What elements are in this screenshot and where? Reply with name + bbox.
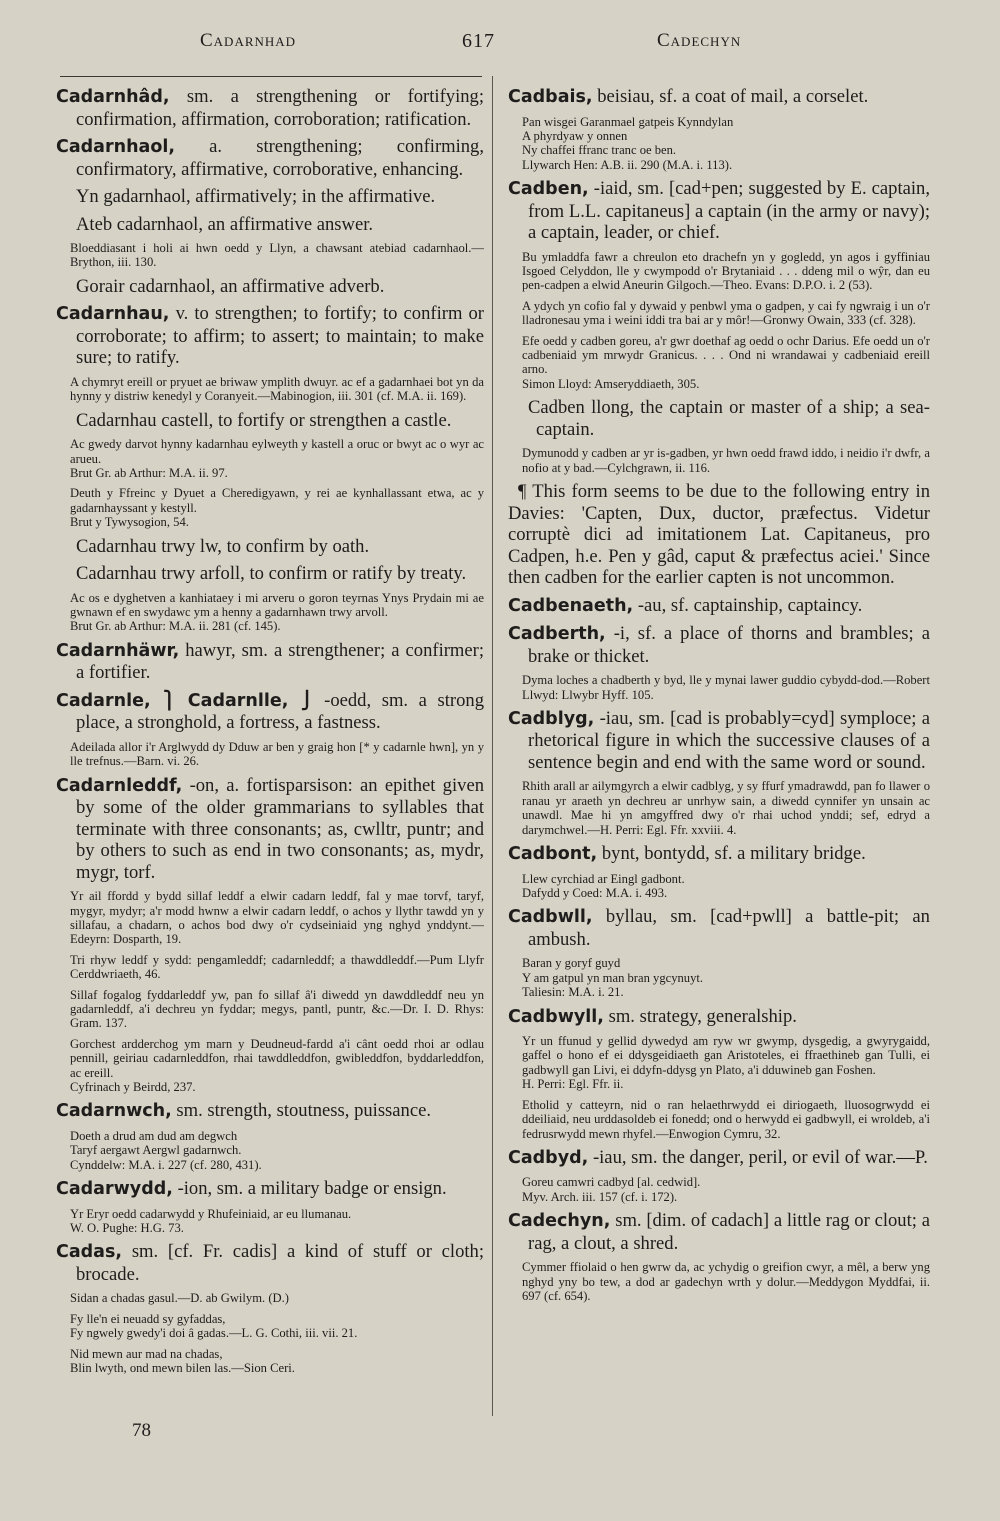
headword: Cadas,: [56, 1242, 123, 1263]
dictionary-entry: [508, 1147, 930, 1170]
usage-note: ¶ This form seems to be due to the following entry in Davies: 'Capten, Dux, ductor, præfectus. Videtur corruptè dici ad imitationem Lat. Capitaneus, pro Cadpen, h.e. Pen y gâd, caput & præfectus aciei.' Since then cadben for the earlier capten is not uncommon.: [508, 481, 930, 589]
running-head-left: Cadarnhad: [200, 30, 297, 51]
dictionary-entry: [56, 303, 484, 369]
headword: Cadarwydd,: [56, 1179, 173, 1200]
citation: Baran y goryf guyd Y am gatpul yn man bran ygcynuyt. Taliesin: M.A. i. 21.: [522, 956, 704, 1000]
citation: A ydych yn cofio fal y dywaid y penbwl yma o gadpen, y cai fy ngwraig i un o'r lladronesau yma i weini iddi tra bai ar y môr!—Gronwy Owain, 333 (cf. 328).: [522, 298, 930, 328]
signature-mark: 78: [132, 1420, 151, 1441]
definition: -au, sf. captainship, captaincy.: [637, 594, 863, 616]
definition: beisiau, sf. a coat of mail, a corselet.: [597, 86, 869, 107]
sub-entry: Cadarnhau trwy lw, to confirm by oath.: [76, 535, 370, 557]
citation: Etholid y catteyrn, nid o ran helaethrwydd ei diriogaeth, lluosogrwydd ei ddeiliaid, neu urddasoldeb ei fonedd; ond o herwydd ei gadbwyll, ei wroldeb, a'i fedrusrwydd mewn rhyfel.—Enwogion Cymru, 32.: [522, 1097, 930, 1141]
dictionary-entry: [508, 595, 930, 618]
header-rule: [60, 76, 482, 77]
definition: v. to strengthen; to fortify; to confirm or corroborate; to affirm; to assert; to maintain; to make sure; to ratify.: [76, 303, 484, 369]
citation: Bloeddiasant i holi ai hwn oedd y Llyn, a chawsant atebiad cadarnhaol.—Brython, iii. 130.: [70, 241, 484, 270]
citation: Dyma loches a chadberth y byd, lle y mynai lawer guddio cybydd-dod.—Robert Llwyd: Llwybr Hyff. 105.: [522, 673, 930, 702]
citation: Bu ymladdfa fawr a chreulon eto drachefn yn y gogledd, yn agos i gyffiniau Isgoed Celyddon, lle y cwympodd o'r Brytaniaid . . . ddeng mil o wŷr, dan eu pen-cadpen a elwid Aneurin Gilgoch.—Theo. Evans: D.P.O. i. 2 (53).: [522, 249, 930, 293]
sub-entry: Cadarnhau castell, to fortify or strengthen a castle.: [76, 409, 452, 431]
headword: Cadarnhâd,: [56, 87, 170, 107]
citation: Adeilada allor i'r Arglwydd dy Dduw ar ben y graig hon [* y cadarnle hwn], yn y lle trefnus.—Barn. vi. 26.: [70, 739, 484, 769]
definition: -iau, sm. [cad is probably=cyd] symploce; a rhetorical figure in which the successive clauses of a sentence begin and end with the same word or sound.: [528, 707, 930, 773]
definition: -ion, sm. a military badge or ensign.: [177, 1178, 447, 1200]
citation: Yr ail ffordd y bydd sillaf leddf a elwir cadarn leddf, fal y mae torvf, taryf, mygyr, mydyr; a'r modd hwnw a elwir cadarn leddf, o achos y llythr tawdd yn y sillafau, a chadarn, o achos bod dwy o'r cydseiniaid yng nghyd ynddynt.—Edeyrn: Dosparth, 19.: [70, 889, 484, 947]
citation: Tri rhyw leddf y sydd: pengamleddf; cadarnleddf; a thawddleddf.—Pum Llyfr Cerddwriaeth, 46.: [70, 952, 484, 982]
definition: sm. a strengthening or fortifying; confirmation, affirmation, corroboration; ratification.: [76, 86, 484, 130]
citation: Ac os e dyghetven a kanhiataey i mi arveru o goron teyrnas Ynys Prydain mi ae gwnawn ef en swydawc ym a henny a gadarnhawn trwy arvoll. Brut Gr. ab Arthur: M.A. ii. 281 (cf. 145).: [70, 590, 484, 634]
citation: Dymunodd y cadben ar yr is-gadben, yr hwn oedd frawd iddo, i neidio i'r dwfr, a nofio at y bad.—Cylchgrawn, ii. 116.: [522, 446, 930, 475]
dictionary-entry: [56, 640, 484, 684]
definition: sm. [dim. of cadach] a little rag or clout; a rag, a clout, a shred.: [528, 1210, 930, 1254]
citation: Yr Eryr oedd cadarwydd y Rhufeiniaid, ar eu llumanau. W. O. Pughe: H.G. 73.: [70, 1206, 352, 1235]
dictionary-entry: [508, 1006, 930, 1029]
dictionary-entry: [56, 690, 484, 734]
dictionary-entry: [56, 1100, 484, 1123]
definition: -on, a. fortisparsison: an epithet given by some of the older grammarians to syllables that terminate with three consonants; as, cwlltr, puntr; and by others to such as end in two consonants; as, mydr, mygr, torf.: [76, 774, 484, 883]
headword: Cadbenaeth,: [508, 595, 634, 616]
citation: Nid mewn aur mad na chadas, Blin lwyth, ond mewn bilen las.—Sion Ceri.: [70, 1346, 295, 1376]
headword: Cadbais,: [508, 87, 593, 107]
headword: Cadbont,: [508, 844, 598, 865]
dictionary-entry: [508, 178, 930, 244]
headword: Cadarnle, ⎫ Cadarnlle, ⎭: [56, 690, 314, 711]
dictionary-entry: [508, 843, 930, 866]
definition: sm. strategy, generalship.: [608, 1005, 797, 1027]
right-column: [508, 86, 930, 1309]
citation: A chymryt ereill or pryuet ae briwaw ymplith dwuyr. ac ef a gadarnhaei bot yn da hynny y distriw kenedyl y Coranyeit.—Mabinogion, iii. 301 (cf. M.A. ii. 169).: [70, 374, 484, 404]
citation: Yr un ffunud y gellid dywedyd am ryw wr gwymp, dysgedig, a gwyrygaidd, gaffel o hono ef ei ddysgeidiaeth gan Aristoteles, ei ffraethineb gan Tulli, ei gadbwyll gan Livi, ei ddyfn-ddysg yn Plato, a'i dduwineb gan Foshen. H. Perri: Egl. Ffr. ii.: [522, 1034, 930, 1092]
running-head-right: Cadechyn: [657, 30, 742, 51]
dictionary-entry: [56, 136, 484, 180]
sub-entry: Yn gadarnhaol, affirmatively; in the affirmative.: [76, 186, 436, 207]
dictionary-entry: [56, 775, 484, 884]
headword: Cadblyg,: [508, 708, 595, 729]
headword: Cadbwll,: [508, 907, 593, 928]
dictionary-entry: [508, 1210, 930, 1254]
definition: sm. strength, stoutness, puissance.: [176, 1100, 432, 1122]
sub-entry: Gorair cadarnhaol, an affirmative adverb.: [76, 275, 385, 297]
headword: Cadberth,: [508, 624, 606, 645]
citation: Deuth y Ffreinc y Dyuet a Cheredigyawn, y rei ae kynhallassant etwa, ac y gadarnhayssant y kestyll. Brut y Tywysogion, 54.: [70, 486, 484, 530]
column-divider: [492, 76, 493, 1416]
citation: Sillaf fogalog fyddarleddf yw, pan fo sillaf â'i diwedd yn dawddleddf neu yn gadarnleddf, a'i dechreu yn fyddar; megys, pantl, puntr, &c.—Dr. I. D. Rhys: Gram. 137.: [70, 987, 484, 1031]
definition: bynt, bontydd, sf. a military bridge.: [601, 843, 866, 865]
dictionary-entry: [508, 86, 930, 109]
headword: Cadbwyll,: [508, 1006, 604, 1027]
definition: -iaid, sm. [cad+pen; suggested by E. captain, from L.L. capitaneus] a captain (in the army or navy); a captain, leader, or chief.: [528, 178, 930, 244]
headword: Cadarnhaol,: [56, 137, 176, 157]
definition: -i, sf. a place of thorns and brambles; a brake or thicket.: [528, 623, 930, 667]
dictionary-entry: [508, 708, 930, 774]
page-number: 617: [462, 30, 495, 52]
headword: Cadben,: [508, 179, 589, 200]
definition: hawyr, sm. a strengthener; a confirmer; a fortifier.: [76, 639, 485, 684]
headword: Cadechyn,: [508, 1211, 611, 1232]
citation: Rhith arall ar ailymgyrch a elwir cadblyg, y sy ffurf ymadrawdd, pan fo llawer o ranau yr araeth yn dechreu ar unrhyw sain, a diwedd cynnifer yn unsain ac unawdl. Mae hi yn amgyffred dwy o'r rhai uchod ynddi; sef, edryd a darymchwel.—H. Perri: Egl. Ffr. xxviii. 4.: [522, 779, 930, 837]
headword: Cadarnwch,: [56, 1101, 172, 1122]
dictionary-entry: [56, 1241, 484, 1285]
citation: Pan wisgei Garanmael gatpeis Kynndylan A phyrdyaw y onnen Ny chaffei ffranc tranc oe ben. Llywarch Hen: A.B. ii. 290 (M.A. i. 113).: [522, 114, 734, 172]
definition: -oedd, sm. a strong place, a stronghold, a fortress, a fastness.: [76, 689, 484, 734]
citation: Cymmer ffiolaid o hen gwrw da, ac ychydig o greifion cwyr, a mêl, a berw yng nghyd yny bo tew, a dod ar gadechyn wrth y dolur.—Meddygon Myddfai, ii. 697 (cf. 654).: [522, 1260, 930, 1304]
sub-entry: Cadben llong, the captain or master of a ship; a sea-captain.: [528, 397, 930, 440]
headword: Cadarnleddf,: [56, 775, 183, 796]
definition: a. strengthening; confirming, confirmatory, affirmative, corroborative, enhancing.: [76, 136, 485, 180]
citation: Goreu camwri cadbyd [al. cedwid]. Myv. Arch. iii. 157 (cf. i. 172).: [522, 1175, 701, 1204]
headword: Cadarnhäwr,: [56, 640, 180, 661]
citation: Sidan a chadas gasul.—D. ab Gwilym. (D.): [70, 1291, 289, 1306]
dictionary-entry: [508, 906, 930, 950]
headword: Cadarnhau,: [56, 304, 170, 325]
citation: Fy lle'n ei neuadd sy gyfaddas, Fy ngwely gwedy'i doi â gadas.—L. G. Cothi, iii. vii. 21.: [70, 1311, 358, 1341]
dictionary-entry: [508, 623, 930, 667]
definition: byllau, sm. [cad+pwll] a battle-pit; an ambush.: [528, 906, 930, 950]
headword: Cadbyd,: [508, 1147, 589, 1168]
citation: Doeth a drud am dud am degwch Taryf aergawt Aergwl gadarnwch. Cynddelw: M.A. i. 227 (cf. 280, 431).: [70, 1128, 262, 1172]
citation: Efe oedd y cadben goreu, a'r gwr doethaf ag oedd o ochr Darius. Efe oedd un o'r cadbeniaid ym mrwydr Granicus. . . . Ond ni wrandawai y cadbeniaid ereill arno. Simon Lloyd: Amseryddiaeth, 305.: [522, 333, 930, 391]
left-column: [56, 86, 484, 1381]
sub-entry: Ateb cadarnhaol, an affirmative answer.: [76, 213, 374, 235]
definition: sm. [cf. Fr. cadis] a kind of stuff or cloth; brocade.: [76, 1241, 484, 1285]
sub-entry: Cadarnhau trwy arfoll, to confirm or ratify by treaty.: [76, 563, 467, 585]
definition: -iau, sm. the danger, peril, or evil of war.—P.: [592, 1146, 928, 1168]
citation: Gorchest ardderchog ym marn y Deudneud-fardd a'i cânt oedd rhoi ar odlau pennill, geiriau cadarnleddfon, rhai tawddleddfon, gwibleddfon, byddarleddfon, ac ereill. Cyfrinach y Beirdd, 237.: [70, 1036, 484, 1094]
dictionary-entry: [56, 1178, 484, 1201]
citation: Ac gwedy darvot hynny kadarnhau eylweyth y kastell a oruc or bwyt ac o wyr ac arueu. Brut Gr. ab Arthur: M.A. ii. 97.: [70, 437, 484, 480]
dictionary-entry: [56, 86, 484, 130]
citation: Llew cyrchiad ar Eingl gadbont. Dafydd y Coed: M.A. i. 493.: [522, 871, 685, 900]
